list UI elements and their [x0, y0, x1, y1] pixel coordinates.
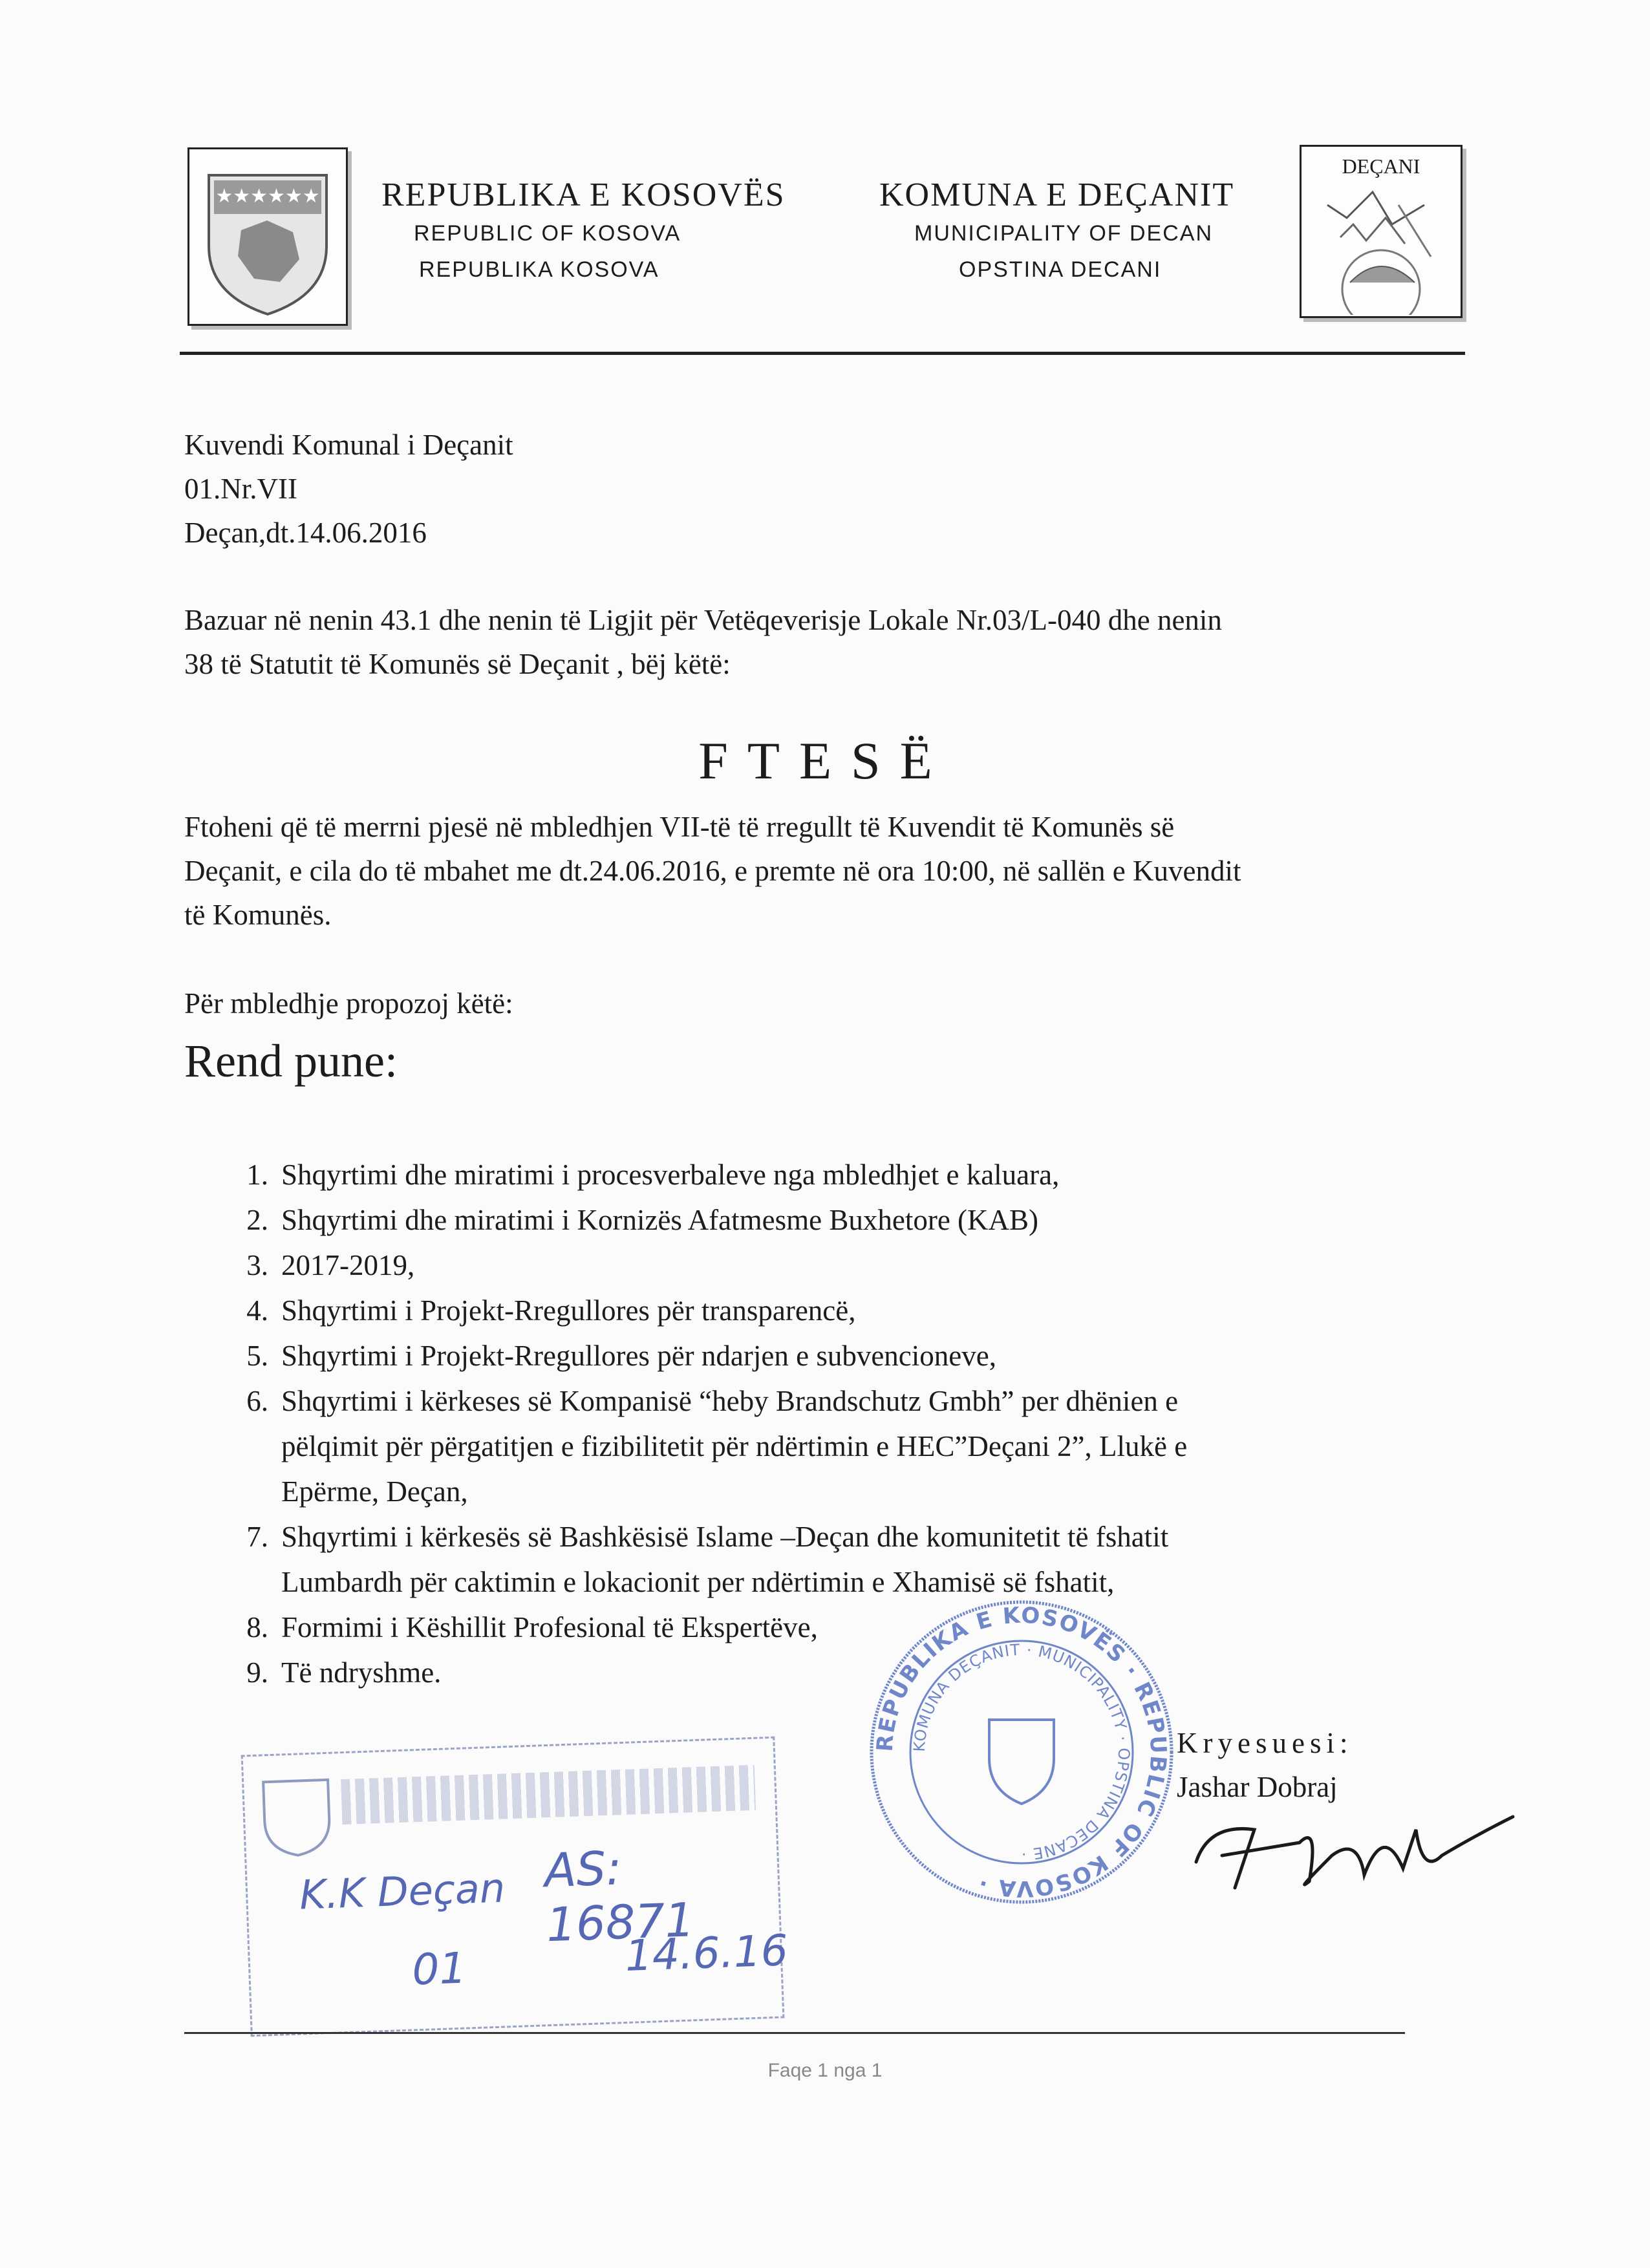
header-divider: [180, 352, 1465, 355]
agenda-item-number: 7.: [246, 1521, 268, 1553]
svg-text:KOMUNA DEÇANIT · MUNICIPALITY: [910, 1641, 1133, 1863]
left-header-sub2: REPUBLIKA KOSOVA: [419, 257, 659, 282]
kosovo-coat-of-arms-icon: [189, 149, 346, 324]
agenda-item-number: 3.: [246, 1249, 268, 1281]
agenda-item-number: 1.: [246, 1159, 268, 1191]
right-header-sub1: MUNICIPALITY OF DECAN: [914, 221, 1214, 246]
agenda-item-line: [246, 1378, 1187, 1424]
decani-logo-label: DEÇANI: [1342, 155, 1420, 178]
seal-emblem-icon: [989, 1720, 1054, 1804]
agenda-item-line: [281, 1469, 1187, 1514]
agenda-item-text: Lumbardh për caktimin e lokacionit per ndërtimin e Xhamisë së fshatit,: [281, 1566, 1115, 1598]
intro-paragraph: [184, 598, 1222, 686]
page-footer: Faqe 1 nga 1: [767, 2060, 883, 2081]
agenda-item-text: Shqyrtimi i Projekt-Rregullores për ndarjen e subvencioneve,: [281, 1340, 996, 1372]
agenda-item-text: Shqyrtimi i Projekt-Rregullores për transparencë,: [281, 1294, 856, 1327]
agenda-item-text: Shqyrtimi dhe miratimi i Kornizës Afatmesme Buxhetore (KAB): [281, 1204, 1039, 1236]
signer-role: Kryesuesi:: [1177, 1727, 1353, 1759]
stamp-header-text-block: [341, 1765, 756, 1824]
agenda-item-number: 5.: [246, 1340, 268, 1372]
agenda-item-number: 2.: [246, 1204, 268, 1236]
agenda-item-text: 2017-2019,: [281, 1249, 415, 1281]
left-header-sub1: REPUBLIC OF KOSOVA: [414, 221, 681, 246]
stamp-emblem-icon: [257, 1773, 337, 1860]
intro-line-2: 38 të Statutit të Komunës së Deçanit , bëj këtë:: [184, 648, 731, 680]
agenda-item-number: 8.: [246, 1611, 268, 1643]
agenda-item-line: [246, 1333, 1187, 1378]
right-header-title: KOMUNA E DEÇANIT: [879, 177, 1235, 213]
agenda-item-number: 4.: [246, 1294, 268, 1327]
decani-logo-icon: [1302, 179, 1461, 315]
agenda-title: Rend pune:: [184, 1035, 398, 1087]
agenda-item-number: 6.: [246, 1385, 268, 1417]
agenda-item-text: pëlqimit për përgatitjen e fizibilitetit për ndërtimin e HEC”Deçani 2”, Llukë e: [281, 1430, 1188, 1462]
signer-name: Jashar Dobraj: [1177, 1771, 1338, 1803]
institution-name: Kuvendi Komunal i Deçanit: [184, 429, 513, 461]
agenda-item-line: [246, 1288, 1187, 1333]
reference-block: [184, 423, 513, 555]
invitation-line-2: Deçanit, e cila do të mbahet me dt.24.06.2016, e premte në ora 10:00, në sallën e Kuvendit: [184, 855, 1241, 887]
agenda-item-text: Shqyrtimi i kërkesës së Bashkësisë Islame –Deçan dhe komunitetit të fshatit: [281, 1521, 1169, 1553]
seal-inner-text: KOMUNA DEÇANIT · MUNICIPALITY · OPSTINA DECANE ·: [910, 1640, 1133, 1864]
left-header-title: REPUBLIKA E KOSOVËS: [381, 177, 786, 213]
stamp-code: 01: [411, 1943, 467, 1995]
invitation-line-3: të Komunës.: [184, 899, 332, 931]
seal-outer-text: REPUBLIKA E KOSOVËS · REPUBLIC OF KOSOVA ·: [872, 1602, 1172, 1902]
agenda-item-line: [281, 1424, 1187, 1469]
invitation-line-1: Ftoheni që të merrni pjesë në mbledhjen VII-të të rregullt të Kuvendit të Komunës së: [184, 811, 1175, 843]
stamp-received-number: AS: 16871: [543, 1841, 696, 1952]
decani-logo-box: [1300, 145, 1462, 318]
handwritten-signature-icon: [1170, 1797, 1526, 1901]
invitation-paragraph: [184, 805, 1241, 937]
received-stamp: [241, 1737, 789, 2037]
agenda-item-text: Formimi i Këshillit Profesional të Ekspertëve,: [281, 1611, 818, 1643]
agenda-item-line: [246, 1243, 1187, 1288]
right-header-sub2: OPSTINA DECANI: [959, 257, 1162, 282]
place-date: Deçan,dt.14.06.2016: [184, 517, 427, 549]
agenda-item-text: Të ndryshme.: [281, 1656, 442, 1689]
document-number: 01.Nr.VII: [184, 473, 297, 505]
agenda-item-number: 9.: [246, 1656, 268, 1689]
document-title: FTESË: [698, 731, 952, 790]
intro-line-1: Bazuar në nenin 43.1 dhe nenin të Ligjit për Vetëqeverisje Lokale Nr.03/L-040 dhe nenin: [184, 604, 1222, 636]
agenda-item-line: [246, 1514, 1187, 1559]
stamp-received-date: 14.6.16: [624, 1925, 789, 1981]
stamp-handwritten-office: K.K Deçan: [298, 1864, 506, 1919]
agenda-item-text: Shqyrtimi i kërkeses së Kompanisë “heby Brandschutz Gmbh” per dhënien e: [281, 1385, 1179, 1417]
kosovo-emblem-box: [188, 147, 348, 326]
agenda-item-text: Epërme, Deçan,: [281, 1475, 468, 1508]
footer-divider: [184, 2032, 1405, 2034]
svg-text:★★★★★★: ★★★★★★: [215, 185, 320, 208]
agenda-item-line: [246, 1152, 1187, 1197]
agenda-item-line: [246, 1197, 1187, 1243]
proposal-line: Për mbledhje propozoj këtë:: [184, 987, 513, 1020]
agenda-item-text: Shqyrtimi dhe miratimi i procesverbaleve nga mbledhjet e kaluara,: [281, 1159, 1060, 1191]
municipality-seal: [866, 1597, 1177, 1907]
